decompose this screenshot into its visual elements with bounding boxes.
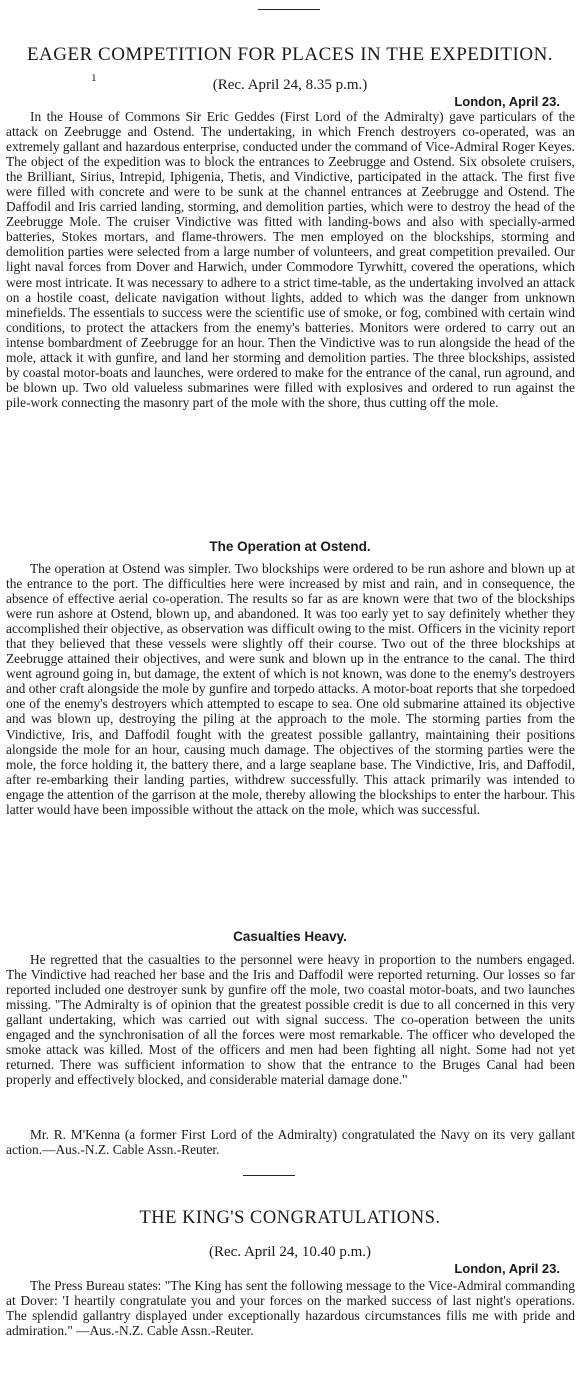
section-heading-ostend: The Operation at Ostend. — [209, 539, 371, 554]
dateline: London, April 23. — [454, 1261, 560, 1276]
body-paragraph: The operation at Ostend was simpler. Two blockships were ordered to be run ashore and blown up at the entrance to the port. The difficulties here were increased by mist and rain, and in consequence, the absence of effective aerial co-operation. The results so far as are known were that two of the blockships were run ashore at Ostend, blown up, and abandoned. It was too early yet to say definitely whether they accomplished their objective, as observation was difficult owing to the mist. Officers in the vicinity report that they believed that these vessels were slightly off their course. Two out of the three blockships at Zeebrugge attained their objectives, and were sunk and blown up in the entrance to the canal. The third went aground going in, but damage, the extent of which is not known, was done to the enemy's destroyers and other craft alongside the mole by gunfire and torpedo attacks. A motor-boat reports that she torpedoed one of the enemy's destroyers which attempted to escape to sea. One old submarine attained its objective and was blown up, destroying the piling at the approach to the mole. The storming parties from the Vindictive, Iris, and Daffodil fought with the greatest possible gallantry, maintaining their positions alongside the mole for an hour, causing much damage. The objectives of the storming parties were the mole, the force holding it, the battery there, and a large seaplane base. The Vindictive, Iris, and Daffodil, after re-embarking their landing parties, withdrew successfully. This attack primarily was intended to engage the attention of the garrison at the mole, thereby allowing the blockships to enter the harbour. This latter would have been impossible without the attack on the mole, which was successful. — [6, 561, 575, 817]
body-paragraph: He regretted that the casualties to the personnel were heavy in proportion to the numbers engaged. The Vindictive had reached her base and the Iris and Daffodil were reported returning. Our losses so far reported included one destroyer sunk by gunfire off the mole, two coastal motor-boats, and two launches missing. "The Admiralty is of opinion that the greatest possible credit is due to all concerned in this very gallant undertaking, which was carried out with signal success. The co-operation between the units engaged and the synchronisation of all the forces were most remarkable. The officer who developed the smoke attack was killed. Most of the officers and men had been fighting all night. Some had not yet returned. There was sufficient information to show that the entrance to the Bruges Canal had been properly and effectively blocked, and considerable material damage done." — [6, 952, 575, 1088]
dateline: London, April 23. — [454, 94, 560, 109]
received-time: (Rec. April 24, 10.40 p.m.) — [208, 1244, 372, 1260]
print-mark: ı — [92, 70, 96, 84]
body-paragraph: Mr. R. M'Kenna (a former First Lord of the Admiralty) congratulated the Navy on its very gallant action.—Aus.-N.Z. Cable Assn.-Reuter. — [6, 1127, 575, 1158]
divider-rule — [243, 1175, 295, 1176]
body-paragraph: The Press Bureau states: "The King has sent the following message to the Vice-Admiral commanding at Dover: 'I heartily congratulate you and your forces on the marked success of last night's operations. The splendid gallantry displayed under exceptionally hazardous circumstances fills me with pride and admiration." —Aus.-N.Z. Cable Assn.-Reuter. — [6, 1278, 575, 1339]
section-heading-casualties: Casualties Heavy. — [233, 929, 347, 944]
article-headline: EAGER COMPETITION FOR PLACES IN THE EXPEDITION. — [26, 44, 554, 65]
article-headline: THE KING'S CONGRATULATIONS. — [139, 1208, 441, 1228]
top-divider-rule — [258, 9, 320, 10]
received-time: (Rec. April 24, 8.35 p.m.) — [212, 77, 368, 93]
body-paragraph: In the House of Commons Sir Eric Geddes (First Lord of the Admiralty) gave particulars of the attack on Zeebrugge and Ostend. The undertaking, in which French destroyers co-operated, was an extremely gallant and hazardous enterprise, conducted under the command of Vice-Admiral Roger Keyes. The object of the expedition was to block the entrances to Zeebrugge and Ostend. Six obsolete cruisers, the Brilliant, Sirius, Intrepid, Iphigenia, Thetis, and Vindictive, participated in the attack. The first five were filled with concrete and were to be sunk at the channel entrances at Zeebrugge and Ostend. The Daffodil and Iris carried landing, storming, and demolition parties, which were to destroy the head of the Zeebrugge Mole. The cruiser Vindictive was fitted with landing-bows and also with specially-armed batteries, Stokes mortars, and flame-throwers. The men employed on the blockships, storming and demolition parties were selected from a large number of volunteers, and great competition prevailed. Our light naval forces from Dover and Harwich, under Commodore Tyrwhitt, covered the operations, which were most intricate. It was necessary to adhere to a strict time-table, as the undertaking involved an attack on a hostile coast, delicate navigation without lights, added to which was the danger from unknown minefields. The essentials to success were the scientific use of smoke, or fog, combined with certain wind conditions, to protect the attackers from the enemy's batteries. Monitors were ordered to carry out an intense bombardment of Zeebrugge for an hour. Then the Vindictive was to run alongside the head of the mole, attack it with gunfire, and land her storming and demolition parties. The three blockships, assisted by coastal motor-boats and launches, were ordered to make for the entrance of the canal, run aground, and be blown up. Two old valueless submarines were filled with explosives and ordered to run against the pile-work connecting the masonry part of the mole with the shore, thus cutting off the mole. — [6, 109, 575, 410]
